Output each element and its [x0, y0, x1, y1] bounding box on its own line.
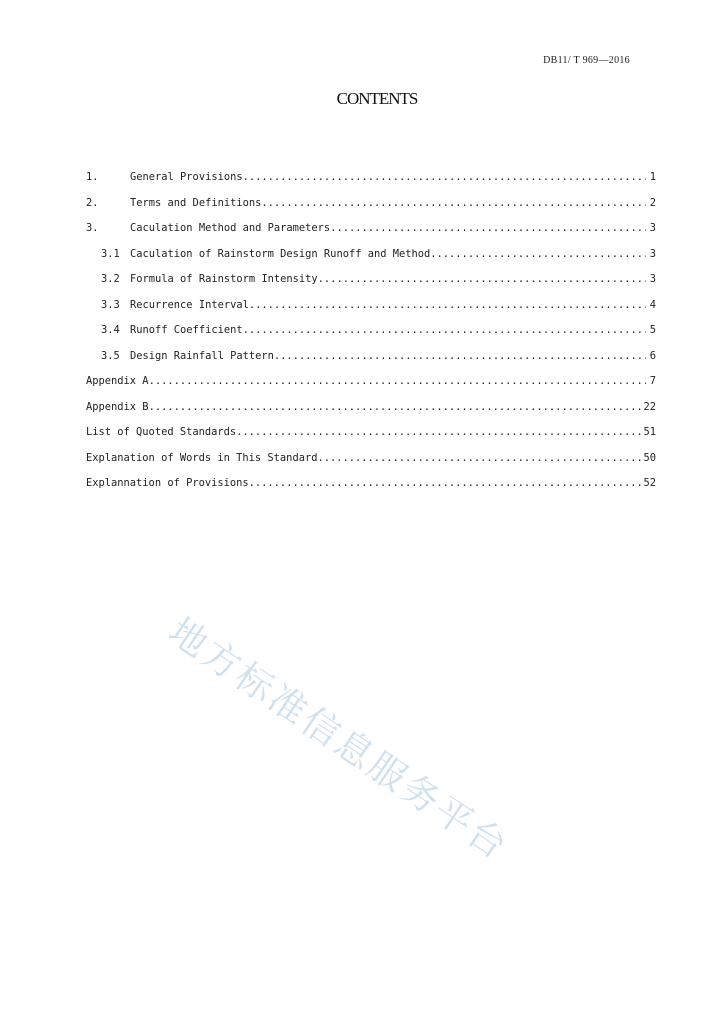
toc-entry-page: 1 — [649, 171, 656, 183]
toc-leader-dots — [261, 195, 646, 211]
toc-leader-dots — [330, 220, 646, 236]
toc-entry-page: 4 — [649, 298, 656, 311]
toc-entry-number: 3.4 — [101, 324, 120, 336]
toc-entry-explanation-of-provisions[interactable] — [86, 475, 656, 501]
toc-entry-page: 7 — [649, 375, 656, 387]
toc-entry-explanation-of-words[interactable] — [86, 450, 656, 476]
toc-entry-appendix-b[interactable] — [86, 399, 656, 425]
toc-entry-label: Caculation Method and Parameters — [130, 222, 331, 234]
toc-entry-number: 3.5 — [101, 349, 120, 362]
toc-entry-number: 2. — [86, 196, 99, 209]
toc-entry-label: Formula of Rainstorm Intensity — [130, 273, 318, 285]
toc-entry-label: Recurrence Interval — [130, 298, 249, 311]
toc-entry-page: 3 — [649, 273, 656, 285]
toc-leader-dots — [317, 450, 641, 466]
toc-entry-page: 3 — [649, 247, 656, 260]
toc-entry-page: 6 — [649, 349, 656, 362]
toc-entry-label: General Provisions — [130, 171, 243, 183]
toc-entry-terms-and-definitions[interactable] — [86, 195, 656, 221]
toc-entry-page: 2 — [649, 196, 656, 209]
toc-entry-number: 1. — [86, 171, 99, 183]
toc-leader-dots — [236, 424, 641, 440]
page-title: CONTENTS — [336, 89, 418, 108]
toc-leader-dots — [318, 271, 646, 287]
toc-entry-calculation-method[interactable] — [86, 220, 656, 246]
toc-entry-recurrence-interval[interactable] — [86, 297, 656, 323]
table-of-contents — [86, 169, 656, 501]
toc-entry-label: List of Quoted Standards — [86, 426, 237, 438]
toc-entry-label: Design Rainfall Pattern — [130, 349, 274, 362]
toc-entry-label: Terms and Definitions — [130, 196, 262, 209]
toc-leader-dots — [243, 169, 646, 185]
toc-leader-dots — [274, 348, 646, 364]
toc-entry-page: 3 — [649, 222, 656, 234]
toc-entry-label: Appendix A — [86, 375, 149, 387]
toc-entry-label: Appendix B — [86, 400, 149, 413]
toc-entry-label: Caculation of Rainstorm Design Runoff and Method — [130, 247, 431, 260]
toc-entry-general-provisions[interactable] — [86, 169, 656, 195]
toc-entry-page: 22 — [643, 400, 656, 413]
toc-entry-design-rainfall-pattern[interactable] — [86, 348, 656, 374]
toc-entry-page: 50 — [643, 451, 656, 464]
toc-entry-page: 51 — [643, 426, 656, 438]
toc-entry-number: 3.3 — [101, 298, 120, 311]
toc-entry-number: 3.2 — [101, 273, 120, 285]
toc-leader-dots — [149, 373, 646, 389]
toc-entry-number: 3.1 — [101, 247, 120, 260]
toc-entry-label: Runoff Coefficient — [130, 324, 243, 336]
toc-entry-label: Explanation of Words in This Standard — [86, 451, 318, 464]
toc-leader-dots — [249, 297, 646, 313]
toc-leader-dots — [249, 475, 642, 491]
toc-entry-page: 5 — [649, 324, 656, 336]
toc-entry-number: 3. — [86, 222, 99, 234]
toc-entry-runoff-coefficient[interactable] — [86, 322, 656, 348]
watermark-text: 地方标准信息服务平台 — [160, 609, 517, 869]
toc-entry-page: 52 — [643, 477, 656, 489]
toc-entry-quoted-standards[interactable] — [86, 424, 656, 450]
toc-entry-appendix-a[interactable] — [86, 373, 656, 399]
toc-entry-rainstorm-intensity[interactable] — [86, 271, 656, 297]
toc-entry-design-runoff[interactable] — [86, 246, 656, 272]
toc-entry-label: Explannation of Provisions — [86, 477, 249, 489]
document-code: DB11/ T 969—2016 — [543, 55, 630, 66]
toc-leader-dots — [243, 322, 646, 338]
toc-leader-dots — [430, 246, 646, 262]
toc-leader-dots — [149, 399, 642, 415]
